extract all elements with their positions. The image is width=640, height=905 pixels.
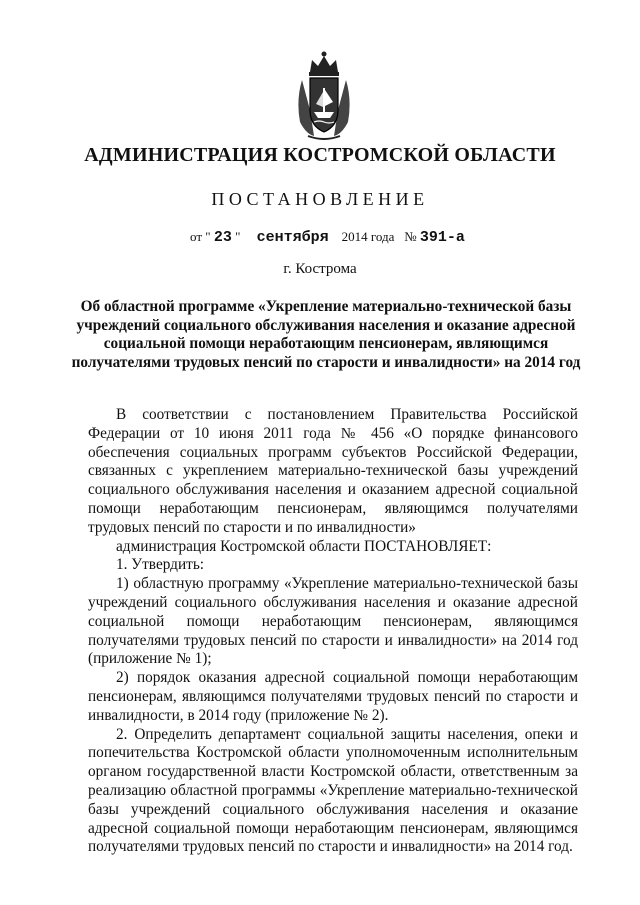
date-year: 2014 года bbox=[341, 229, 395, 244]
document-number: 391-а bbox=[419, 229, 465, 246]
paragraph-subitem-2: 2) порядок оказания адресной социальной помощи неработающим пенсионерам, являющимся получателями трудовых пенсий по старости и инвалидности, в 2014 году (приложение № 2). bbox=[88, 669, 578, 724]
number-sign: № bbox=[404, 229, 417, 244]
paragraph-item-1: 1. Утвердить: bbox=[116, 556, 205, 574]
kostroma-coat-of-arms-icon bbox=[292, 50, 356, 142]
date-prefix: от " bbox=[190, 229, 211, 244]
document-body bbox=[88, 406, 578, 857]
paragraph-subitem-1: 1) областную программу «Укрепление материально-технической базы учреждений социального обслуживания населения и оказание адресной социальной помощи неработающим пенсионерам, являющимся получателями трудовых пенсий по старости и инвалидности» на 2014 год (приложение № 1); bbox=[88, 575, 578, 668]
date-day: 23 bbox=[213, 229, 232, 246]
document-dateline bbox=[190, 229, 510, 246]
paragraph-preamble: В соответствии с постановлением Правительства Российской Федерации от 10 июня 2011 года № 456 «О порядке финансового обеспечения социальных программ субъектов Российской Федерации, связанных с укреплением материально-технической базы учреждений социального обслуживания населения и оказанием адресной социальной помощи неработающим пенсионерам, являющимся получателями трудовых пенсий по старости и по инвалидности» bbox=[88, 406, 578, 536]
paragraph-resolves: администрация Костромской области ПОСТАНОВЛЯЕТ: bbox=[116, 537, 492, 555]
document-type: ПОСТАНОВЛЕНИЕ bbox=[211, 189, 429, 209]
document-city: г. Кострома bbox=[283, 261, 357, 277]
date-month: сентября bbox=[256, 229, 329, 246]
document-title: Об областной программе «Укрепление материально-технической базы учреждений социального обслуживания населения и оказание адресной социальной помощи неработающим пенсионерам, являющимся получателями трудовых пенсий по старости и инвалидности» на 2014 год bbox=[71, 298, 581, 371]
organization-name: АДМИНИСТРАЦИЯ КОСТРОМСКОЙ ОБЛАСТИ bbox=[84, 144, 556, 166]
paragraph-item-2: 2. Определить департамент социальной защиты населения, опеки и попечительства Костромской области уполномоченным исполнительным органом государственной власти Костромской области, ответственным за реализацию областной программы «Укрепление материально-технической базы учреждений социального обслуживания населения и оказание адресной социальной помощи неработающим пенсионерам, являющимся получателями трудовых пенсий по старости и инвалидности» на 2014 год. bbox=[88, 725, 578, 856]
date-quote-close: " bbox=[235, 229, 241, 244]
